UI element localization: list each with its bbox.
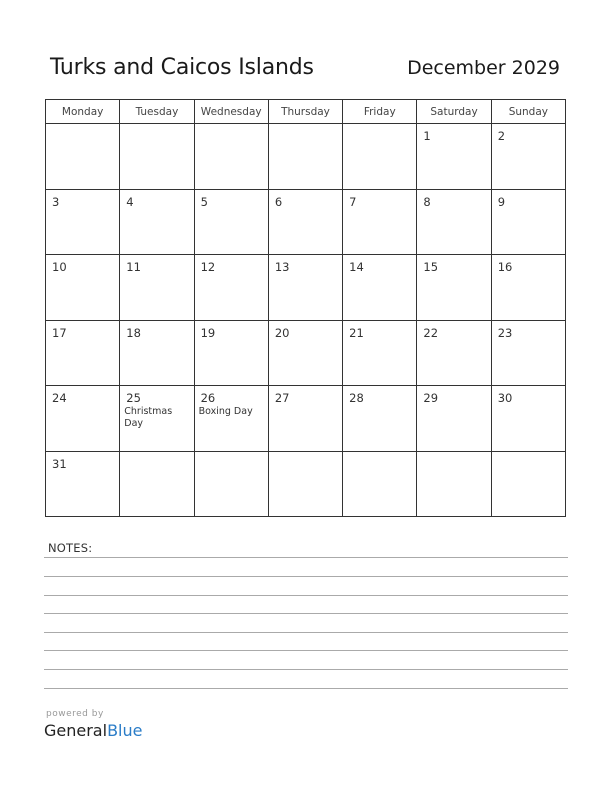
day-number: 6 — [274, 194, 283, 209]
calendar-day-cell — [417, 189, 491, 255]
day-number: 10 — [52, 260, 67, 274]
calendar-day-cell — [46, 320, 120, 386]
brand-blue: Blue — [107, 721, 143, 740]
calendar-day-cell — [491, 386, 565, 452]
day-number: 25 — [126, 391, 141, 405]
calendar-week-row — [46, 386, 566, 452]
day-number: 8 — [423, 194, 431, 209]
day-number: 7 — [349, 194, 357, 209]
calendar-day-cell — [46, 451, 120, 517]
note-line — [44, 595, 568, 596]
month-label: December 2029 — [407, 57, 560, 79]
day-number: 21 — [349, 325, 364, 340]
calendar-day-cell — [120, 386, 194, 452]
calendar-week-row — [46, 189, 566, 255]
day-number: 26 — [200, 391, 216, 405]
day-number: 29 — [423, 391, 439, 405]
calendar-day-cell — [46, 255, 120, 321]
calendar-day-cell — [120, 189, 194, 255]
calendar-day-cell — [343, 451, 417, 517]
calendar-day-cell — [491, 189, 565, 255]
calendar-day-cell — [417, 451, 491, 517]
day-number: 24 — [52, 391, 67, 405]
day-number: 12 — [200, 260, 216, 274]
calendar-day-cell — [268, 124, 342, 190]
brand-logo — [44, 721, 142, 740]
calendar-day-cell — [120, 124, 194, 190]
calendar-day-cell — [343, 189, 417, 255]
day-number: 11 — [126, 260, 141, 274]
weekday-header-row — [46, 100, 566, 124]
calendar-day-cell — [491, 255, 565, 321]
calendar-day-cell — [46, 189, 120, 255]
note-line — [44, 650, 568, 651]
calendar-day-cell — [194, 451, 268, 517]
weekday-header: Monday — [46, 100, 120, 124]
calendar-day-cell — [268, 255, 342, 321]
calendar-day-cell — [268, 451, 342, 517]
day-number: 18 — [126, 325, 141, 340]
day-number: 2 — [497, 129, 506, 143]
calendar-day-cell — [46, 124, 120, 190]
note-line — [44, 688, 568, 689]
notes-label: NOTES: — [48, 541, 93, 555]
day-number: 15 — [423, 260, 439, 274]
calendar-day-cell — [194, 255, 268, 321]
calendar-day-cell — [194, 320, 268, 386]
calendar-day-cell — [120, 320, 194, 386]
day-number: 22 — [423, 325, 439, 340]
page-title: Turks and Caicos Islands — [50, 55, 314, 80]
calendar-day-cell — [268, 189, 342, 255]
calendar-day-cell — [343, 255, 417, 321]
day-number: 3 — [52, 194, 60, 209]
day-number: 30 — [497, 391, 513, 405]
day-number: 5 — [200, 194, 208, 209]
holiday-label: Boxing Day — [198, 406, 253, 417]
day-number: 20 — [274, 325, 290, 340]
calendar-day-cell — [491, 124, 565, 190]
calendar-day-cell — [491, 320, 565, 386]
weekday-header: Saturday — [417, 100, 491, 124]
calendar-day-cell — [194, 189, 268, 255]
calendar-day-cell — [268, 320, 342, 386]
calendar-grid — [45, 99, 566, 517]
day-number: 27 — [274, 391, 290, 405]
note-line — [44, 613, 568, 614]
calendar-body — [46, 124, 566, 517]
day-number: 13 — [274, 260, 290, 274]
weekday-header: Thursday — [268, 100, 342, 124]
weekday-header: Friday — [343, 100, 417, 124]
calendar-day-cell — [417, 320, 491, 386]
day-number: 16 — [497, 260, 513, 274]
day-number: 1 — [423, 129, 431, 143]
calendar-day-cell — [46, 386, 120, 452]
day-number: 9 — [497, 194, 506, 209]
calendar-day-cell — [194, 124, 268, 190]
calendar-day-cell — [268, 386, 342, 452]
calendar-day-cell — [491, 451, 565, 517]
weekday-header: Sunday — [491, 100, 565, 124]
calendar-day-cell — [417, 255, 491, 321]
calendar-week-row — [46, 451, 566, 517]
calendar-day-cell — [120, 255, 194, 321]
calendar-week-row — [46, 255, 566, 321]
calendar-day-cell — [343, 124, 417, 190]
day-number: 23 — [497, 325, 513, 340]
powered-by-text: powered by — [46, 709, 104, 719]
note-line — [44, 669, 568, 670]
day-number: 14 — [349, 260, 364, 274]
day-number: 31 — [52, 456, 67, 471]
day-number: 4 — [126, 194, 134, 209]
note-line — [44, 632, 568, 633]
weekday-header: Wednesday — [194, 100, 268, 124]
note-line — [44, 576, 568, 577]
day-number: 28 — [349, 391, 364, 405]
calendar-week-row — [46, 124, 566, 190]
calendar-day-cell — [417, 386, 491, 452]
calendar-day-cell — [343, 320, 417, 386]
calendar-day-cell — [120, 451, 194, 517]
day-number: 17 — [52, 325, 67, 340]
calendar-day-cell — [343, 386, 417, 452]
calendar-day-cell — [194, 386, 268, 452]
brand-general: General — [44, 721, 108, 740]
calendar-day-cell — [417, 124, 491, 190]
day-number: 19 — [200, 325, 216, 340]
weekday-header: Tuesday — [120, 100, 194, 124]
holiday-label: Christmas Day — [124, 406, 173, 429]
note-line — [44, 557, 568, 558]
calendar-week-row — [46, 320, 566, 386]
